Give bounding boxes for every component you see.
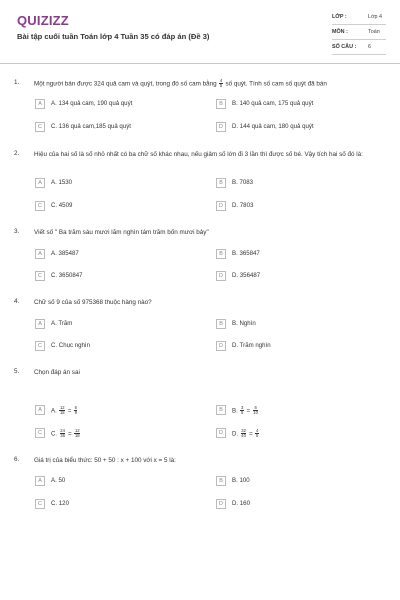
option-text: D. 356487 xyxy=(232,272,261,279)
fraction-numerator: 6 xyxy=(74,405,77,410)
option-text: D. 7803 xyxy=(232,202,254,209)
question-number: 4. xyxy=(14,298,20,305)
option-letter-badge: B xyxy=(216,99,226,109)
option-text: C. Chục nghìn xyxy=(51,342,90,349)
option-letter-badge: A xyxy=(35,319,45,329)
option-letter-badge: C xyxy=(35,499,45,509)
option-prefix: A. xyxy=(51,407,57,415)
meta-row-subject xyxy=(332,25,386,40)
worksheet-title: Bài tập cuối tuần Toán lớp 4 Tuần 35 có đáp án (Đề 3) xyxy=(17,32,210,41)
option-text: B. 100 xyxy=(232,477,250,484)
option-letter-badge: D xyxy=(216,201,226,211)
option-text xyxy=(232,429,260,439)
option-text: A. 50 xyxy=(51,477,66,484)
option-text: B. 7083 xyxy=(232,179,254,186)
meta-key: SỐ CÂU : xyxy=(332,44,357,50)
fraction-denominator: 5 xyxy=(240,410,244,416)
option-text: A. 1530 xyxy=(51,179,73,186)
fraction-denominator: 5 xyxy=(219,83,223,89)
fraction-numerator: 12 xyxy=(74,428,80,433)
option-letter-badge: C xyxy=(35,122,45,132)
fraction-denominator: 18 xyxy=(74,433,80,439)
option-letter-badge: A xyxy=(35,405,45,415)
equals-sign: = xyxy=(68,430,72,438)
question-number: 1. xyxy=(14,79,20,86)
option-letter-badge: B xyxy=(216,319,226,329)
question-number: 5. xyxy=(14,368,20,375)
question-number: 3. xyxy=(14,228,20,235)
option-text: D. 160 xyxy=(232,500,250,507)
fraction xyxy=(219,79,222,89)
option-letter-badge: D xyxy=(216,271,226,281)
question-text: Viết số " Ba trăm sáu mươi lăm nghìn tám trăm bốn mươi bảy" xyxy=(34,229,209,236)
fraction xyxy=(255,429,258,439)
quizizz-logo: QUIZIZZ xyxy=(17,13,69,28)
fraction-denominator: 9 xyxy=(74,410,77,416)
option-text: D. 144 quả cam, 180 quả quýt xyxy=(232,123,314,130)
fraction-numerator: 24 xyxy=(60,428,65,433)
fraction xyxy=(253,406,259,416)
option-prefix: B. xyxy=(232,407,238,415)
option-text: A. 134 quả cam, 190 quả quýt xyxy=(51,100,133,107)
option-text: B. 140 quả cam, 175 quả quýt xyxy=(232,100,314,107)
fraction-numerator: 4 xyxy=(255,428,259,433)
option-letter-badge: A xyxy=(35,249,45,259)
option-letter-badge: A xyxy=(35,476,45,486)
fraction-numerator: 4 xyxy=(219,78,223,83)
option-letter-badge: D xyxy=(216,122,226,132)
header-divider xyxy=(0,63,400,64)
option-letter-badge: A xyxy=(35,99,45,109)
option-text: B. Nghìn xyxy=(232,320,256,327)
question-text: Chọn đáp án sai xyxy=(34,369,80,376)
equals-sign: = xyxy=(249,430,253,438)
option-letter-badge: C xyxy=(35,428,45,438)
fraction xyxy=(240,406,243,416)
fraction xyxy=(241,429,247,439)
option-letter-badge: B xyxy=(216,476,226,486)
question-text-part: Một người bán được 324 quả cam và quýt, trong đó số cam bằng xyxy=(34,80,219,88)
fraction-denominator: 10 xyxy=(253,410,258,416)
question-number: 2. xyxy=(14,150,20,157)
option-letter-badge: C xyxy=(35,341,45,351)
option-text: C. 3650847 xyxy=(51,272,83,279)
worksheet-header xyxy=(0,0,400,62)
option-letter-badge: C xyxy=(35,271,45,281)
meta-value: Lớp 4 xyxy=(368,14,383,20)
option-text xyxy=(51,429,81,439)
meta-row-class xyxy=(332,10,386,25)
option-text: B. 365847 xyxy=(232,250,260,257)
option-text xyxy=(232,406,259,416)
option-text: D. Trăm nghìn xyxy=(232,342,271,349)
question-text: Hiệu của hai số là số nhỏ nhất có ba chữ số khác nhau, nếu giảm số lớn đi 3 lần thì được số bé. Vậy tích hai số đó là: xyxy=(34,151,363,158)
fraction-numerator: 3 xyxy=(240,405,244,410)
option-text: A. 385487 xyxy=(51,250,79,257)
meta-value: Toán xyxy=(368,29,380,35)
option-text: C. 136 quả cam,185 quả quýt xyxy=(51,123,131,130)
fraction xyxy=(60,429,66,439)
meta-key: LỚP : xyxy=(332,14,347,20)
equals-sign: = xyxy=(246,407,251,415)
question-number: 6. xyxy=(14,456,20,463)
question-text: Chữ số 9 của số 975368 thuộc hàng nào? xyxy=(34,299,152,306)
fraction-denominator: 36 xyxy=(60,433,65,439)
meta-value: 6 xyxy=(368,44,371,50)
fraction-numerator: 12 xyxy=(59,405,65,410)
option-letter-badge: C xyxy=(35,201,45,211)
meta-key: MÔN : xyxy=(332,29,348,35)
question-text-part: số quýt. Tính số cam số quýt đã bán xyxy=(223,80,327,88)
fraction xyxy=(59,406,65,416)
option-text: C. 4509 xyxy=(51,202,73,209)
equals-sign: = xyxy=(67,407,72,415)
option-prefix: C. xyxy=(51,430,58,438)
option-text xyxy=(51,406,78,416)
fraction-denominator: 40 xyxy=(241,433,246,439)
option-text: A. Trăm xyxy=(51,320,73,327)
option-letter-badge: A xyxy=(35,178,45,188)
option-letter-badge: B xyxy=(216,405,226,415)
meta-table xyxy=(332,10,386,55)
question-text xyxy=(34,79,384,89)
option-text: C. 120 xyxy=(51,500,69,507)
fraction xyxy=(74,429,80,439)
option-letter-badge: D xyxy=(216,428,226,438)
option-letter-badge: D xyxy=(216,341,226,351)
fraction-numerator: 6 xyxy=(254,405,257,410)
option-prefix: D. xyxy=(232,430,239,438)
fraction-denominator: 5 xyxy=(255,433,259,439)
option-letter-badge: B xyxy=(216,249,226,259)
question-text: Giá trị của biểu thức: 50 + 50 : x + 100 với x = 5 là: xyxy=(34,457,176,464)
option-letter-badge: D xyxy=(216,499,226,509)
meta-row-count xyxy=(332,40,386,55)
fraction-numerator: 32 xyxy=(241,428,246,433)
fraction-denominator: 18 xyxy=(59,410,65,416)
option-letter-badge: B xyxy=(216,178,226,188)
fraction xyxy=(74,406,77,416)
